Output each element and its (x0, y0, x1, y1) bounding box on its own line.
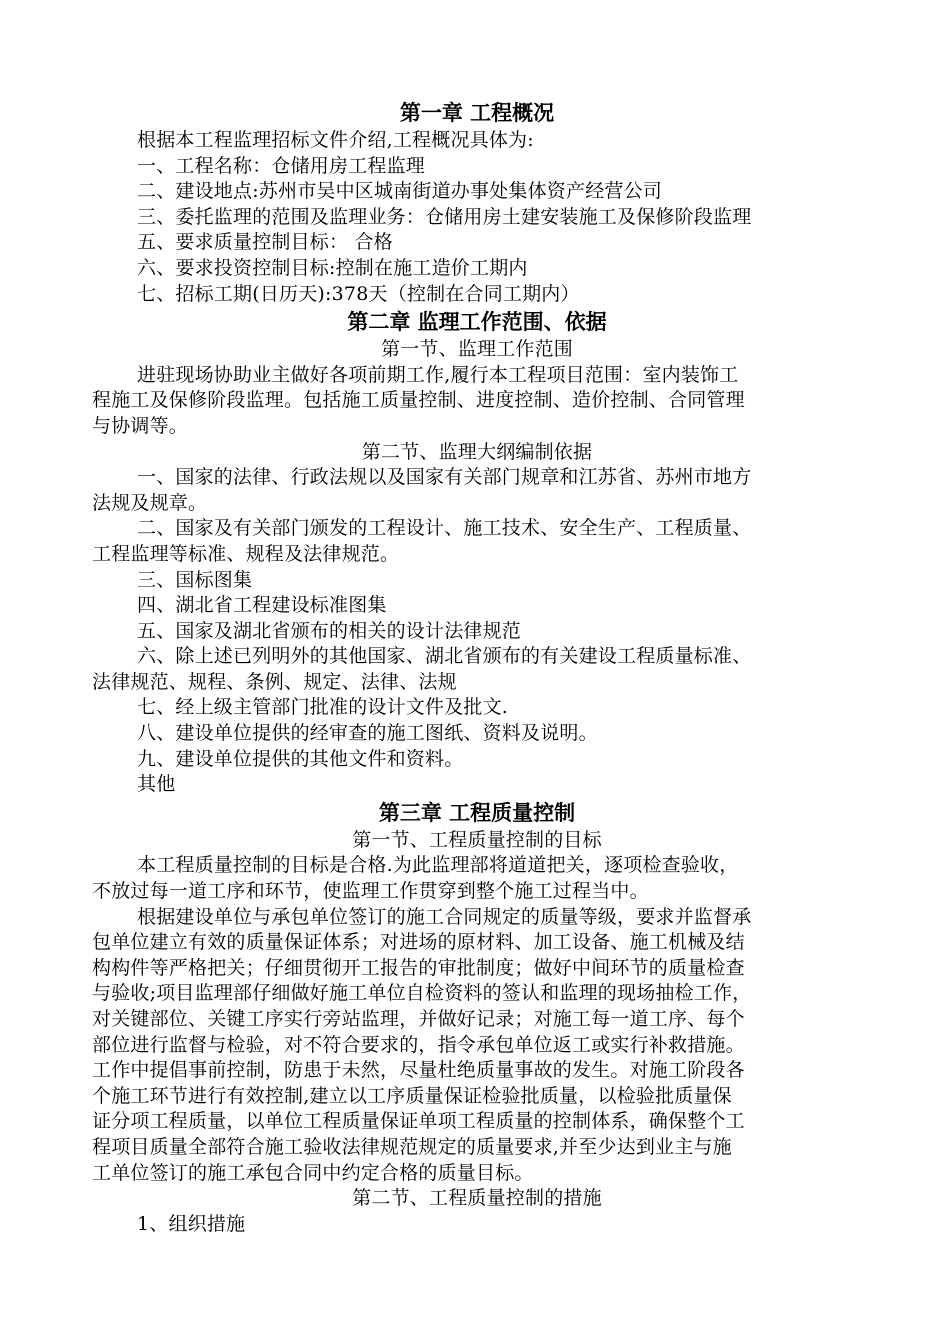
ch2-sec2-item: 工程监理等标准、规程及法律规范。 (92, 542, 400, 565)
ch3-sec1-para2-line: 包单位建立有效的质量保证体系；对进场的原材料、加工设备、施工机械及结 (92, 931, 745, 954)
ch2-sec1-para-line: 与协调等。 (92, 414, 189, 437)
chapter-1-title: 第一章 工程概况 (399, 101, 555, 125)
ch3-section-1-title: 第一节、工程质量控制的目标 (352, 828, 602, 851)
ch2-sec2-item: 其他 (137, 773, 176, 796)
ch2-sec2-item: 法规及规章。 (92, 491, 208, 514)
ch3-sec1-para2-line: 部位进行监督与检验，对不符合要求的，指令承包单位返工或实行补救措施。 (92, 1033, 745, 1056)
ch2-sec2-item: 六、除上述已列明外的其他国家、湖北省颁布的有关建设工程质量标准、 (137, 645, 752, 668)
ch2-sec1-para-line: 程施工及保修阶段监理。包括施工质量控制、进度控制、造价控制、合同管理 (92, 389, 745, 412)
ch3-sec1-para2-line: 工单位签订的施工承包合同中约定合格的质量目标。 (92, 1161, 534, 1184)
ch2-sec2-item: 三、国标图集 (137, 568, 253, 591)
ch2-sec1-para-line: 进驻现场协助业主做好各项前期工作,履行本工程项目范围：室内装饰工 (137, 363, 739, 386)
chapter-3-title: 第三章 工程质量控制 (378, 800, 576, 825)
ch2-sec2-item: 九、建设单位提供的其他文件和资料。 (137, 747, 464, 770)
ch3-sec1-para2-line: 证分项工程质量，以单位工程质量保证单项工程质量的控制体系，确保整个工 (92, 1110, 745, 1133)
ch2-sec2-item: 七、经上级主管部门批准的设计文件及批文. (137, 696, 509, 719)
ch3-sec1-para2-line: 对关键部位、关键工序实行旁站监理，并做好记录；对施工每一道工序、每个 (92, 1008, 745, 1030)
ch3-sec1-para2-line: 构构件等严格把关；仔细贯彻开工报告的审批制度；做好中间环节的质量检查 (92, 956, 745, 979)
ch3-sec1-para2-line: 与验收;项目监理部仔细做好施工单位自检资料的签认和监理的现场抽检工作， (92, 982, 752, 1005)
chapter-2-title: 第二章 监理工作范围、依据 (347, 310, 607, 335)
ch1-item-duration: 七、招标工期(日历天):378天（控制在合同工期内） (137, 282, 580, 305)
ch1-item-scope: 三、委托监理的范围及监理业务：仓储用房土建安装施工及保修阶段监理 (137, 205, 752, 228)
ch3-sec1-para2-line: 个施工环节进行有效控制,建立以工序质量保证检验批质量，以检验批质量保 (92, 1084, 732, 1107)
ch2-sec2-item: 法律规范、规程、条例、规定、法律、法规 (92, 670, 457, 693)
document-body (92, 98, 862, 1237)
ch3-sec2-item: 1、组织措施 (137, 1212, 246, 1235)
ch1-item-quality-target: 五、要求质量控制目标： 合格 (137, 231, 393, 254)
ch1-item-project-name: 一、工程名称：仓储用房工程监理 (137, 154, 426, 177)
ch1-item-location: 二、建设地点:苏州市吴中区城南街道办事处集体资产经营公司 (137, 180, 663, 203)
ch2-sec2-item: 二、国家及有关部门颁发的工程设计、施工技术、安全生产、工程质量、 (137, 517, 752, 540)
ch2-sec2-item: 四、湖北省工程建设标准图集 (137, 594, 387, 617)
ch2-section-1-title: 第一节、监理工作范围 (380, 338, 573, 361)
ch1-intro: 根据本工程监理招标文件介绍,工程概况具体为: (137, 129, 534, 151)
ch3-sec1-para2-line: 根据建设单位与承包单位签订的施工合同规定的质量等级，要求并监督承 (137, 905, 752, 928)
ch3-sec1-para2-line: 程项目质量全部符合施工验收法律规范规定的质量要求,并至少达到业主与施 (92, 1135, 732, 1158)
ch3-sec1-para2-line: 工作中提倡事前控制，防患于未然，尽量杜绝质量事故的发生。对施工阶段各 (92, 1059, 745, 1082)
ch2-section-2-title: 第二节、监理大纲编制依据 (361, 440, 593, 463)
ch2-sec2-item: 八、建设单位提供的经审查的施工图纸、资料及说明。 (137, 722, 598, 745)
ch2-sec2-item: 一、国家的法律、行政法规以及国家有关部门规章和江苏省、苏州市地方 (137, 466, 752, 489)
ch3-sec1-para1-line: 本工程质量控制的目标是合格.为此监理部将道道把关，逐项检查验收， (137, 854, 739, 877)
ch1-item-cost-target: 六、要求投资控制目标:控制在施工造价工期内 (137, 256, 528, 279)
ch2-sec2-item: 五、国家及湖北省颁布的相关的设计法律规范 (137, 619, 522, 642)
ch3-section-2-title: 第二节、工程质量控制的措施 (352, 1187, 602, 1210)
ch3-sec1-para1-line: 不放过每一道工序和环节，使监理工作贯穿到整个施工过程当中。 (92, 880, 649, 903)
